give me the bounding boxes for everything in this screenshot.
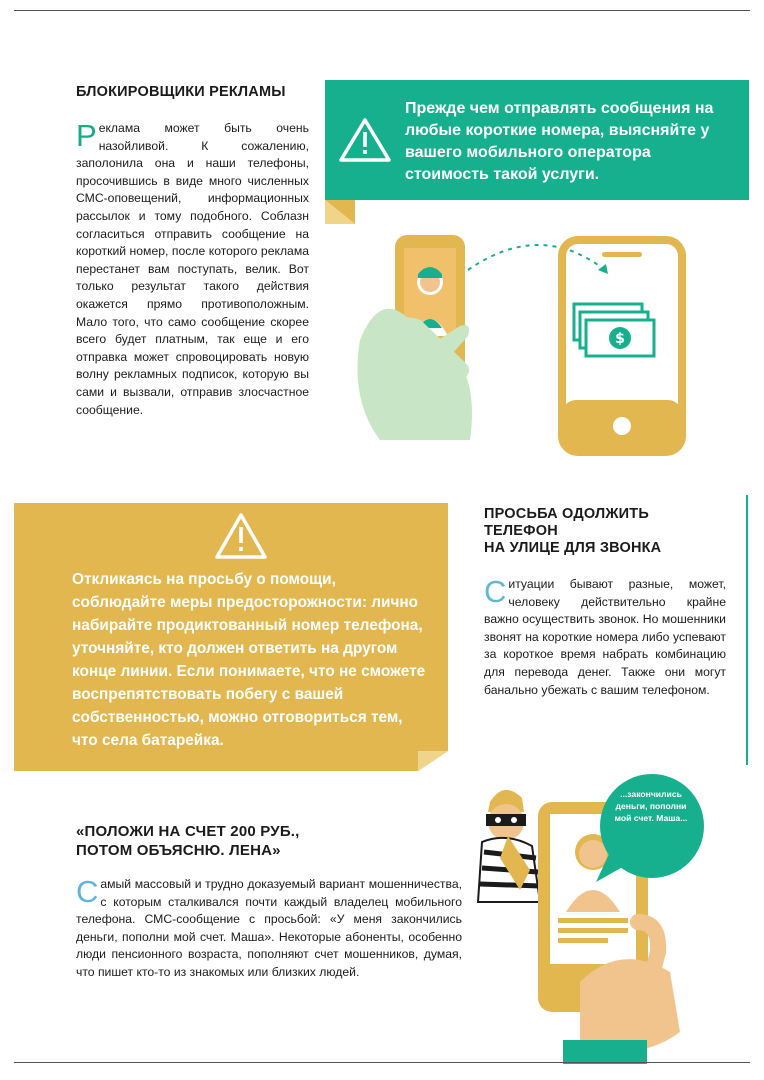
borrow-heading [484, 506, 661, 557]
ads-heading: БЛОКИРОВЩИКИ РЕКЛАМЫ [76, 84, 286, 100]
lena-body: амый массовый и трудно доказуемый вариант мошенничества, с которым сталкивался почти каждый владелец мобильного телефона. СМС-сообщение с просьбой: «У меня закончились деньги, пополни мой счет. Маша». Некоторые абоненты, особенно люди пенсионного возраста, пополняют счет мошенников, думая, что пишет кто-то из знакомых или близких людей. [76, 877, 462, 979]
lena-heading-line1: «ПОЛОЖИ НА СЧЕТ 200 РУБ., [76, 823, 300, 840]
hand-holding-icon [580, 959, 680, 1052]
lena-paragraph [76, 876, 462, 982]
caution-fold-shape [418, 751, 448, 771]
money-bills-icon [574, 304, 654, 356]
speech-bubble-text: ...закончились деньги, пополни мой счет. Маша... [614, 789, 688, 823]
ads-body: еклама может быть очень назойливой. К сожалению, заполонила она и наши телефоны, просочившись в виде много численных СМС-оповещений, информационных рассылок и тому подобного. Соблазн согласиться отправить сообщение на короткий номер, после которого реклама перестанет вам поступать, велик. Вот только результат такого действия окажется прямо противоположным. Мало того, что само сообщение скорее всего будет платным, так еще и его отправка может спровоцировать новую волну рекламных подписок, которую вы сами и вызвали, отправив злосчастное сообщение. [76, 121, 309, 417]
phone-transfer-illustration [340, 230, 680, 450]
borrow-dropcap: С [484, 574, 507, 609]
borrow-heading-line2: ТЕЛЕФОН [484, 523, 558, 539]
caution-text: Откликаясь на просьбу о помощи, соблюдайте меры предосторожности: лично набирайте продиктованный номер телефона, уточняйте, кто должен ответить на другом конце линии. Если понимаете, что не сможете воспрепятствовать побегу с вашей собственностью, можно отговориться тем, что села батарейка. [72, 571, 426, 749]
ads-dropcap: Р [76, 118, 97, 153]
caution-callout [14, 503, 448, 771]
lena-heading [76, 822, 300, 860]
short-numbers-callout [325, 80, 749, 200]
borrow-heading-line1: ПРОСЬБА ОДОЛЖИТЬ [484, 506, 649, 522]
borrow-heading-line3: НА УЛИЦЕ ДЛЯ ЗВОНКА [484, 540, 662, 556]
top-rule [14, 10, 750, 11]
bottom-green-tab [563, 1040, 647, 1064]
thief-icon [478, 790, 540, 902]
short-numbers-text: Прежде чем отправлять сообщения на любые короткие номера, выясняйте у вашего мобильного оператора стоимость такой услуги. [405, 100, 714, 183]
bottom-rule [14, 1062, 750, 1063]
ads-paragraph [76, 120, 309, 419]
warning-triangle-icon [211, 507, 271, 567]
borrow-paragraph [484, 576, 726, 699]
warning-triangle-icon [325, 80, 405, 200]
transfer-arrow [468, 245, 605, 270]
borrow-body: итуации бывают разные, может, человеку действительно крайне важно осуществить звонок. Но мошенники звонят на короткие номера либо успевают за короткое время набрать комбинацию для перевода денег. Также они могут банально убежать с вашим телефоном. [484, 577, 726, 697]
lena-dropcap: С [76, 874, 99, 909]
lena-heading-line2: ПОТОМ ОБЪЯСНЮ. ЛЕНА» [76, 842, 281, 859]
svg-text:$: $ [615, 331, 625, 347]
side-accent-rule [746, 495, 748, 765]
callout-fold-shape [325, 200, 355, 224]
